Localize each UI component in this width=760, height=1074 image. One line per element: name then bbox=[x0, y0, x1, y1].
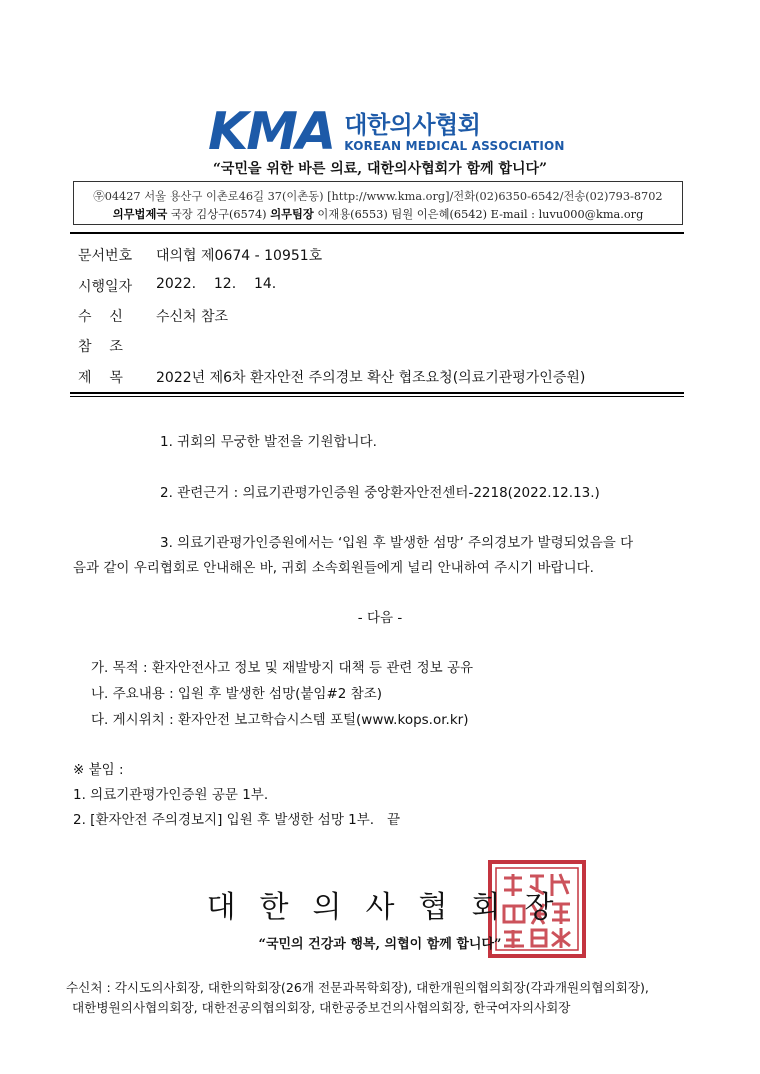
logo-mark bbox=[208, 102, 335, 162]
item-a: 가. 목적 : 환자안전사고 정보 및 재발방지 대책 등 관련 정보 공유 bbox=[91, 660, 474, 676]
signature-slogan: “국민의 건강과 행복, 의협이 함께 합니다” bbox=[258, 937, 502, 952]
meta-bottom-rule-2 bbox=[70, 396, 684, 397]
paragraph-1: 1. 귀회의 무궁한 발전을 기원합니다. bbox=[160, 434, 377, 450]
paragraph-3-line-2: 음과 같이 우리협회로 안내해온 바, 귀회 소속회원들에게 널리 안내하여 주시기 바랍니다. bbox=[73, 560, 594, 576]
next-heading: - 다음 - bbox=[357, 610, 403, 626]
meta-date-value: 2022. 12. 14. bbox=[156, 276, 277, 292]
contact-director: 국장 김상구(6574) bbox=[167, 208, 271, 221]
meta-recipient bbox=[78, 306, 228, 326]
attachment-title: ※ 붙임 : bbox=[73, 762, 124, 778]
recipient-list-line-1: 수신처 : 각시도의사회장, 대한의학회장(26개 전문과목학회장), 대한개원의협의회장(각과개원의협의회장), bbox=[66, 980, 649, 995]
kma-logo bbox=[208, 102, 565, 162]
contact-staff bbox=[74, 206, 682, 222]
attachment-1: 1. 의료기관평가인증원 공문 1부. bbox=[73, 787, 269, 803]
meta-doc-no-label: 문서번호 bbox=[78, 248, 133, 264]
logo-letter-m: M bbox=[246, 102, 297, 162]
item-b: 나. 주요내용 : 입원 후 발생한 섬망(붙임#2 참조) bbox=[91, 686, 383, 702]
paragraph-2: 2. 관련근거 : 의료기관평가인증원 중앙환자안전센터-2218(2022.12.13.) bbox=[160, 485, 600, 501]
attachment-2: 2. [환자안전 주의경보지] 입원 후 발생한 섬망 1부. 끝 bbox=[73, 812, 400, 828]
contact-members: 이재용(6553) 팀원 이은혜(6542) E-mail : luvu000@kma.org bbox=[313, 208, 644, 221]
meta-ref-label: 참 조 bbox=[78, 339, 123, 355]
contact-box bbox=[73, 181, 683, 225]
item-c: 다. 게시위치 : 환자안전 보고학습시스템 포털(www.kops.or.kr) bbox=[91, 712, 469, 728]
logo-letter-a: A bbox=[296, 102, 335, 162]
recipient-list bbox=[66, 978, 649, 1018]
meta-top-rule bbox=[70, 232, 684, 234]
logo-letter-k: K bbox=[208, 102, 247, 162]
header-slogan: “국민을 위한 바른 의료, 대한의사협회가 함께 합니다” bbox=[212, 161, 548, 177]
sender-signature: 대한의사협회장 bbox=[206, 890, 578, 925]
org-name-en: KOREAN MEDICAL ASSOCIATION bbox=[344, 139, 565, 153]
recipient-list-line-2: 대한병원의사협의회장, 대한전공의협의회장, 대한공중보건의사협의회장, 한국여자의사회장 bbox=[72, 1000, 571, 1015]
meta-doc-no-value: 대의협 제0674 - 10951호 bbox=[156, 248, 323, 264]
meta-date bbox=[78, 276, 276, 296]
meta-subject-value: 2022년 제6차 환자안전 주의경보 확산 협조요청(의료기관평가인증원) bbox=[156, 370, 586, 386]
contact-address: ㉾04427 서울 용산구 이촌로46길 37(이촌동) [http://www.kma.org]/전화(02)6350-6542/전송(02)793-8702 bbox=[93, 190, 663, 203]
meta-subject-label: 제 목 bbox=[78, 370, 123, 386]
meta-date-label: 시행일자 bbox=[78, 279, 133, 295]
org-name-kr: 대한의사협회 bbox=[344, 111, 481, 139]
paragraph-3-line-1: 3. 의료기관평가인증원에서는 ‘입원 후 발생한 섬망’ 주의경보가 발령되었음을 다 bbox=[160, 535, 634, 551]
contact-team: 의무팀장 bbox=[270, 207, 314, 221]
meta-doc-no bbox=[78, 245, 322, 265]
meta-ref bbox=[78, 336, 156, 356]
contact-dept: 의무법제국 bbox=[112, 207, 168, 221]
meta-recipient-label: 수 신 bbox=[78, 309, 123, 325]
meta-bottom-rule-1 bbox=[70, 392, 684, 394]
meta-recipient-value: 수신처 참조 bbox=[156, 309, 229, 325]
meta-subject bbox=[78, 367, 585, 387]
